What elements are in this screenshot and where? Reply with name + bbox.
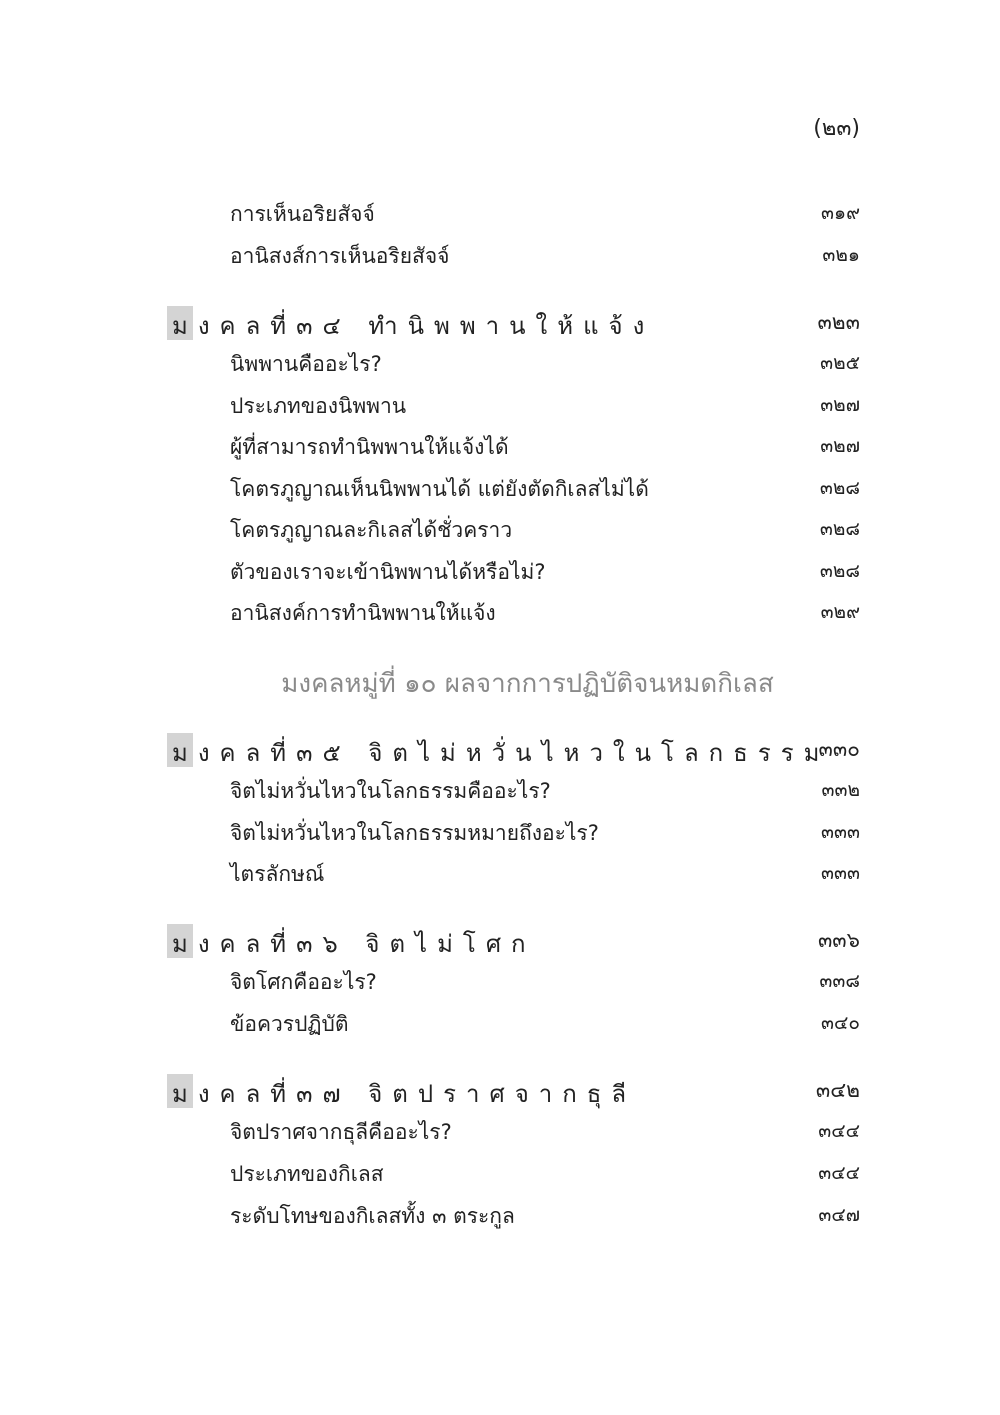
entry-title: ประเภทของกิเลส — [230, 1162, 384, 1186]
entry-title: นิพพานคืออะไร? — [230, 352, 382, 376]
entry-title: จิตไม่หวั่นไหวในโลกธรรมคืออะไร? — [230, 779, 551, 803]
chapter-heading — [0, 306, 1000, 346]
toc-entry — [0, 198, 1000, 238]
chapter-page: ๓๓๖ — [817, 928, 860, 952]
toc-entry — [0, 556, 1000, 596]
toc-entry — [0, 1200, 1000, 1240]
entry-page: ๓๓๘ — [819, 970, 860, 992]
entry-page: ๓๓๓ — [821, 821, 860, 843]
toc-entry — [0, 390, 1000, 430]
entry-title: ข้อควรปฏิบัติ — [230, 1012, 349, 1036]
chapter-title: มงคลที่๓๕ จิตไม่หวั่นไหวในโลกธรรม — [172, 739, 830, 767]
entry-page: ๓๑๙ — [821, 202, 860, 224]
entry-page: ๓๔๐ — [821, 1012, 860, 1034]
toc-entry — [0, 597, 1000, 637]
entry-page: ๓๒๙ — [820, 601, 860, 623]
toc-entry — [0, 240, 1000, 280]
page-number: (๒๓) — [813, 116, 860, 141]
entry-page: ๓๒๕ — [820, 352, 860, 374]
toc-entry — [0, 348, 1000, 388]
toc-entry — [0, 473, 1000, 513]
entry-title: ระดับโทษของกิเลสทั้ง ๓ ตระกูล — [230, 1204, 515, 1228]
toc-entry — [0, 1116, 1000, 1156]
chapter-title: มงคลที่๓๗ จิตปราศจากธุลี — [172, 1080, 637, 1108]
entry-page: ๓๓๒ — [821, 779, 860, 801]
chapter-heading — [0, 733, 1000, 773]
entry-title: อานิสงค์การทำนิพพานให้แจ้ง — [230, 601, 496, 625]
entry-title: อานิสงส์การเห็นอริยสัจจ์ — [230, 244, 450, 268]
chapter-title: มงคลที่๓๔ ทำนิพพานให้แจ้ง — [172, 312, 655, 340]
chapter-heading — [0, 924, 1000, 964]
entry-title: จิตปราศจากธุลีคืออะไร? — [230, 1120, 452, 1144]
toc-entry — [0, 1158, 1000, 1198]
toc-entry — [0, 817, 1000, 857]
entry-page: ๓๒๘ — [819, 477, 860, 499]
chapter-page: ๓๒๓ — [817, 310, 860, 334]
entry-title: โคตรภูญาณเห็นนิพพานได้ แต่ยังตัดกิเลสไม่ได้ — [230, 477, 649, 501]
entry-page: ๓๒๑ — [822, 244, 860, 266]
toc-entry — [0, 966, 1000, 1006]
entry-page: ๓๔๔ — [818, 1120, 860, 1142]
toc-entry — [0, 858, 1000, 898]
entry-page: ๓๓๓ — [821, 862, 860, 884]
entry-title: โคตรภูญาณละกิเลสได้ชั่วคราว — [230, 518, 513, 542]
chapter-title: มงคลที่๓๖ จิตไม่โศก — [172, 930, 536, 958]
entry-page: ๓๒๗ — [820, 394, 860, 416]
toc-entry — [0, 514, 1000, 554]
entry-title: ผู้ที่สามารถทำนิพพานให้แจ้งได้ — [230, 435, 509, 459]
entry-page: ๓๒๗ — [820, 435, 860, 457]
toc-entry — [0, 775, 1000, 815]
entry-page: ๓๔๔ — [818, 1162, 860, 1184]
chapter-heading — [0, 1074, 1000, 1114]
toc-entry — [0, 431, 1000, 471]
chapter-page: ๓๓๐ — [818, 737, 860, 761]
toc-entry — [0, 1008, 1000, 1048]
entry-page: ๓๒๘ — [819, 560, 860, 582]
entry-title: จิตไม่หวั่นไหวในโลกธรรมหมายถึงอะไร? — [230, 821, 599, 845]
group-heading: มงคลหมู่ที่ ๑๐ ผลจากการปฏิบัติจนหมดกิเลส — [281, 669, 774, 699]
entry-title: ประเภทของนิพพาน — [230, 394, 407, 418]
entry-title: ไตรลักษณ์ — [230, 862, 325, 886]
entry-title: ตัวของเราจะเข้านิพพานได้หรือไม่? — [230, 560, 546, 584]
entry-title: การเห็นอริยสัจจ์ — [230, 202, 375, 226]
entry-page: ๓๒๘ — [819, 518, 860, 540]
chapter-page: ๓๔๒ — [815, 1078, 860, 1102]
entry-title: จิตโศกคืออะไร? — [230, 970, 377, 994]
entry-page: ๓๔๗ — [818, 1204, 860, 1226]
